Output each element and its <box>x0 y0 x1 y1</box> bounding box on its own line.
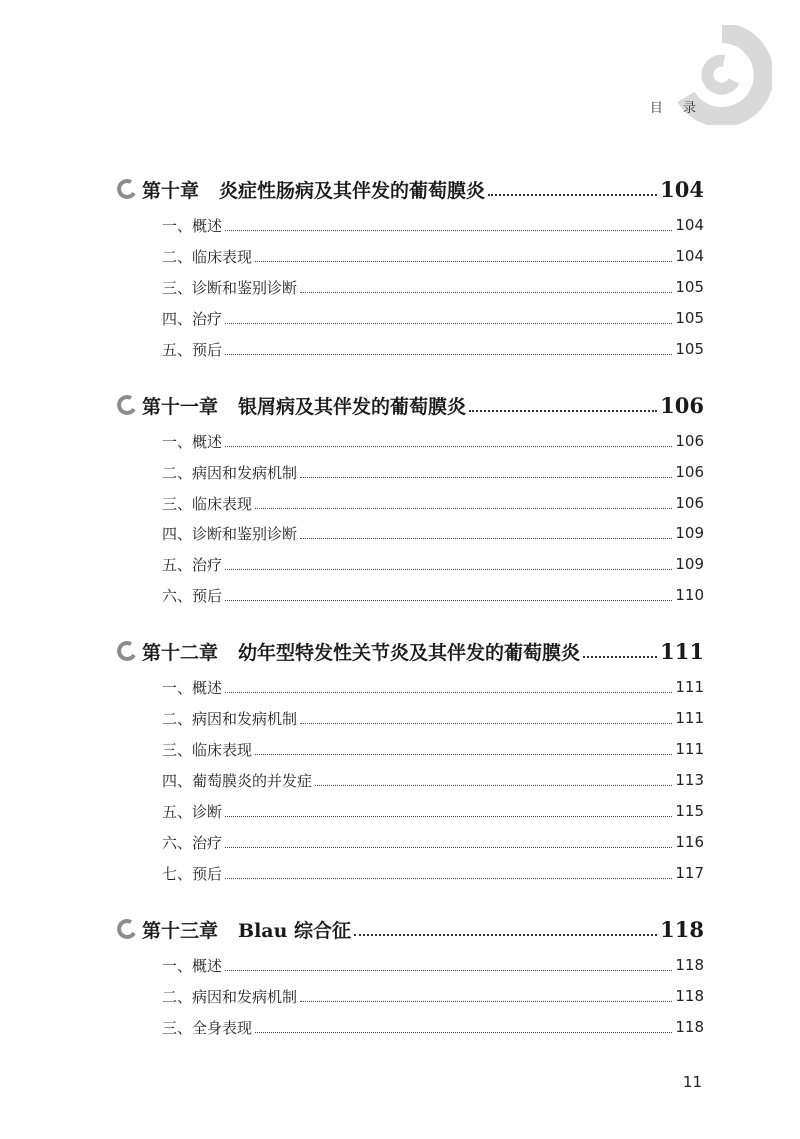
section-label: 三、全身表现 <box>162 1018 253 1037</box>
dot-leader <box>225 569 672 570</box>
section-page: 118 <box>675 956 704 974</box>
section-page: 118 <box>675 987 704 1005</box>
dot-leader <box>300 1001 672 1002</box>
section-page: 113 <box>675 771 704 789</box>
dot-leader <box>469 410 657 412</box>
section-page: 111 <box>675 740 704 758</box>
section-page: 105 <box>675 278 704 296</box>
crescent-icon <box>116 918 138 940</box>
header-title: 目 录 <box>649 101 704 116</box>
chapter-number: 第十三章 <box>142 919 219 942</box>
dot-leader <box>225 354 672 355</box>
section-label: 四、治疗 <box>162 309 223 328</box>
section-row[interactable] <box>162 459 704 485</box>
section-label: 五、预后 <box>162 340 223 359</box>
section-label: 五、诊断 <box>162 802 223 821</box>
section-page: 118 <box>675 1018 704 1036</box>
section-label: 二、临床表现 <box>162 247 253 266</box>
section-label: 七、预后 <box>162 864 223 883</box>
section-row[interactable] <box>162 243 704 269</box>
dot-leader <box>583 656 657 658</box>
section-page: 105 <box>675 309 704 327</box>
section-page: 105 <box>675 340 704 358</box>
dot-leader <box>225 847 672 848</box>
dot-leader <box>225 230 672 231</box>
section-page: 106 <box>675 463 704 481</box>
dot-leader <box>300 477 672 478</box>
dot-leader <box>300 723 672 724</box>
section-label: 一、概述 <box>162 678 223 697</box>
chapter-title: 炎症性肠病及其伴发的葡萄膜炎 <box>219 179 486 202</box>
dot-leader <box>300 538 672 539</box>
section-page: 115 <box>675 802 704 820</box>
section-page: 109 <box>675 555 704 573</box>
section-label: 六、治疗 <box>162 833 223 852</box>
chapter-row[interactable] <box>116 171 704 207</box>
section-row[interactable] <box>162 490 704 516</box>
chapter-title: 幼年型特发性关节炎及其伴发的葡萄膜炎 <box>238 641 581 664</box>
section-page: 111 <box>675 678 704 696</box>
dot-leader <box>225 878 672 879</box>
section-page: 117 <box>675 864 704 882</box>
section-row[interactable] <box>162 305 704 331</box>
section-page: 104 <box>675 247 704 265</box>
section-page: 110 <box>675 586 704 604</box>
section-row[interactable] <box>162 428 704 454</box>
section-page: 111 <box>675 709 704 727</box>
section-label: 二、病因和发病机制 <box>162 463 298 482</box>
crescent-icon <box>116 394 138 416</box>
section-row[interactable] <box>162 860 704 886</box>
section-row[interactable] <box>162 736 704 762</box>
dot-leader <box>354 934 657 936</box>
chapter-number: 第十二章 <box>142 641 219 664</box>
dot-leader <box>225 600 672 601</box>
dot-leader <box>255 261 672 262</box>
chapter-number: 第十章 <box>142 179 200 202</box>
dot-leader <box>488 194 657 196</box>
section-label: 一、概述 <box>162 432 223 451</box>
page-number: 11 <box>682 1073 702 1091</box>
crescent-icon <box>116 178 138 200</box>
section-row[interactable] <box>162 705 704 731</box>
section-label: 六、预后 <box>162 586 223 605</box>
section-row[interactable] <box>162 983 704 1009</box>
section-label: 四、诊断和鉴别诊断 <box>162 524 298 543</box>
section-page: 109 <box>675 524 704 542</box>
chapter-page: 106 <box>660 392 704 418</box>
section-row[interactable] <box>162 274 704 300</box>
section-page: 116 <box>675 833 704 851</box>
section-row[interactable] <box>162 582 704 608</box>
section-label: 五、治疗 <box>162 555 223 574</box>
section-label: 三、临床表现 <box>162 494 253 513</box>
dot-leader <box>255 508 672 509</box>
chapter-page: 104 <box>660 176 704 202</box>
section-label: 三、临床表现 <box>162 740 253 759</box>
section-row[interactable] <box>162 829 704 855</box>
crescent-icon <box>116 640 138 662</box>
section-label: 二、病因和发病机制 <box>162 709 298 728</box>
dot-leader <box>225 692 672 693</box>
section-row[interactable] <box>162 551 704 577</box>
chapter-page: 111 <box>660 638 704 664</box>
section-row[interactable] <box>162 798 704 824</box>
chapter-number: 第十一章 <box>142 395 219 418</box>
chapter-title: 银屑病及其伴发的葡萄膜炎 <box>238 395 467 418</box>
section-row[interactable] <box>162 674 704 700</box>
section-page: 104 <box>675 216 704 234</box>
section-row[interactable] <box>162 520 704 546</box>
section-label: 一、概述 <box>162 956 223 975</box>
chapter-row[interactable] <box>116 633 704 669</box>
section-label: 一、概述 <box>162 216 223 235</box>
section-row[interactable] <box>162 212 704 238</box>
chapter-row[interactable] <box>116 387 704 423</box>
section-label: 二、病因和发病机制 <box>162 987 298 1006</box>
dot-leader <box>225 816 672 817</box>
dot-leader <box>225 323 672 324</box>
dot-leader <box>255 1032 672 1033</box>
chapter-page: 118 <box>660 916 704 942</box>
section-row[interactable] <box>162 1014 704 1040</box>
section-page: 106 <box>675 432 704 450</box>
section-row[interactable] <box>162 952 704 978</box>
section-row[interactable] <box>162 336 704 362</box>
section-row[interactable] <box>162 767 704 793</box>
dot-leader <box>315 785 672 786</box>
dot-leader <box>225 970 672 971</box>
dot-leader <box>225 446 672 447</box>
section-label: 三、诊断和鉴别诊断 <box>162 278 298 297</box>
chapter-title: Blau 综合征 <box>238 919 352 942</box>
dot-leader <box>300 292 672 293</box>
chapter-row[interactable] <box>116 911 704 947</box>
section-label: 四、葡萄膜炎的并发症 <box>162 771 313 790</box>
dot-leader <box>255 754 672 755</box>
section-page: 106 <box>675 494 704 512</box>
